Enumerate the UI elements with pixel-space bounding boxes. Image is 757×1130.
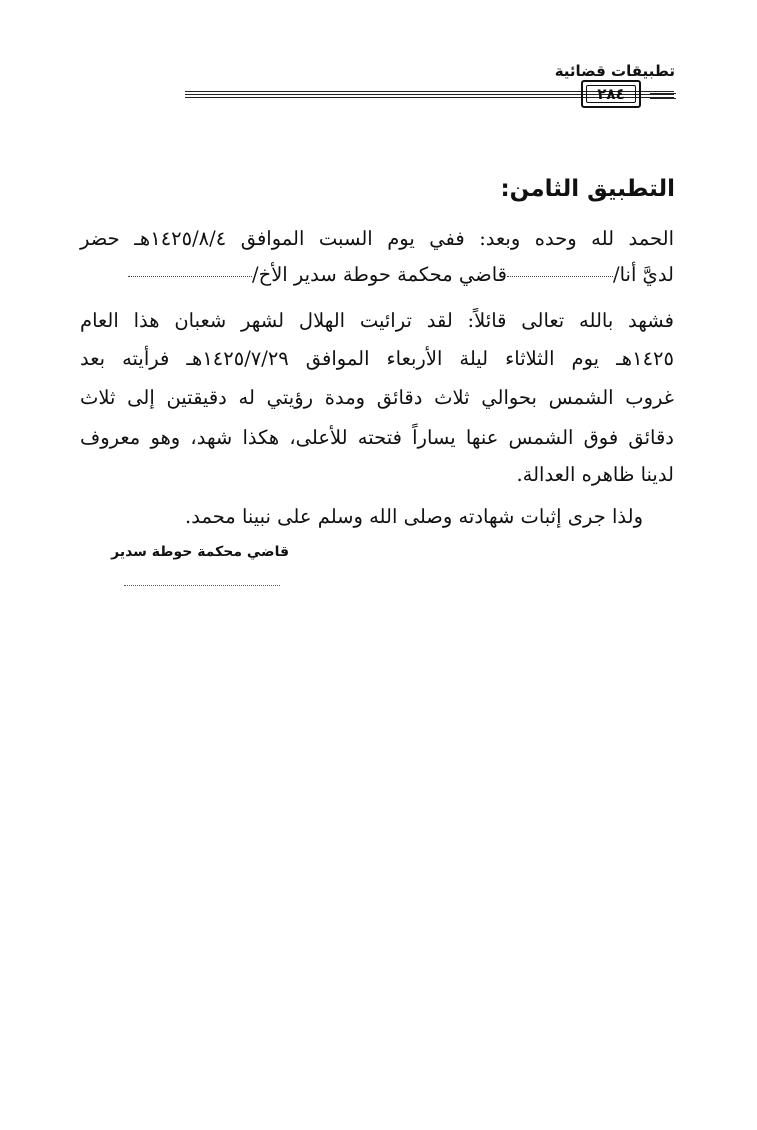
page-number-box [581, 80, 641, 108]
text-fragment: لديَّ أنا/ [613, 263, 674, 286]
text-line: لدينا ظاهره العدالة. [516, 463, 674, 486]
text-line: الحمد لله وحده وبعد: ففي يوم السبت الموافق ١٤٢٥/٨/٤هـ حضر [80, 227, 674, 250]
running-title: تطبيقات قضائية [554, 62, 675, 80]
header-rule [650, 93, 676, 94]
section-heading: التطبيق الثامن: [500, 176, 675, 202]
blank-field [128, 275, 252, 277]
page-number: ٢٨٤ [586, 85, 636, 103]
signature-blank [124, 584, 280, 586]
text-line: ١٤٢٥هـ يوم الثلاثاء ليلة الأربعاء الموافق ١٤٢٥/٧/٢٩هـ فرأيته بعد [80, 347, 674, 370]
text-line: دقائق فوق الشمس عنها يساراً فتحته للأعلى، هكذا شهد، وهو معروف [80, 426, 674, 449]
text-fragment: قاضي محكمة حوطة سدير الأخ/ [252, 263, 507, 286]
closing-line: ولذا جرى إثبات شهادته وصلى الله وسلم على نبينا محمد. [185, 505, 643, 528]
text-line-with-blanks [80, 263, 674, 286]
blank-field [507, 275, 613, 277]
header-rule [650, 98, 676, 99]
signature-title: قاضي محكمة حوطة سدير [111, 544, 289, 560]
text-line: فشهد بالله تعالى قائلاً: لقد ترائيت الهلال لشهر شعبان هذا العام [80, 309, 674, 332]
text-line: غروب الشمس بحوالي ثلاث دقائق ومدة رؤيتي له دقيقتين إلى ثلاث [80, 386, 674, 409]
